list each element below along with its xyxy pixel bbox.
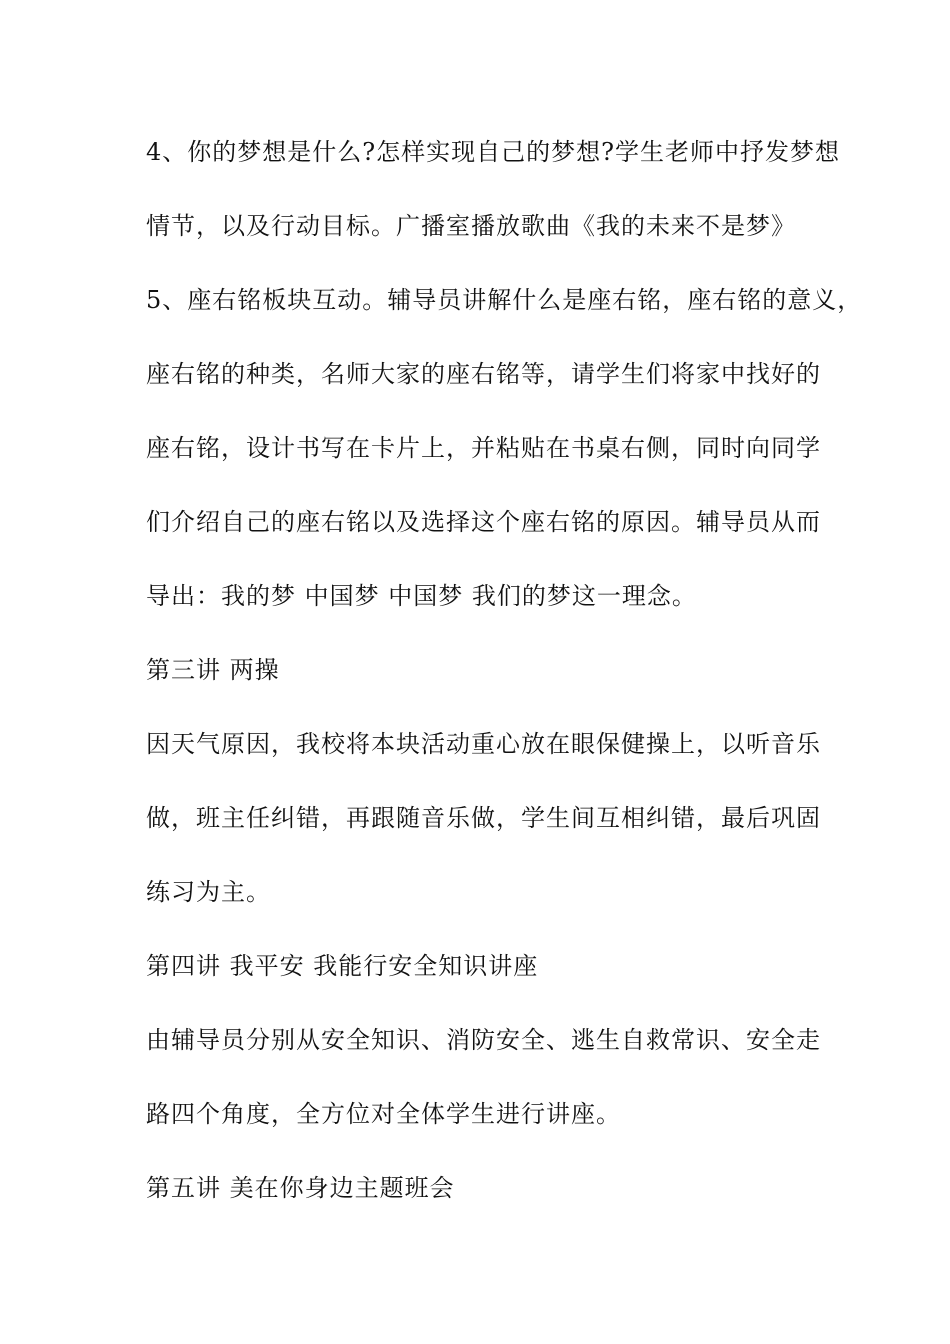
paragraph-line-lecture4-2: 路四个角度，全方位对全体学生进行讲座。 xyxy=(146,1100,621,1128)
paragraph-line-lecture4-1: 由辅导员分别从安全知识、消防安全、逃生自救常识、安全走 xyxy=(146,1026,821,1054)
paragraph-line-item4-1: 4、你的梦想是什么?怎样实现自己的梦想?学生老师中抒发梦想 xyxy=(146,138,841,166)
section-heading-lecture-4: 第四讲 我平安 我能行安全知识讲座 xyxy=(146,952,539,980)
section-heading-lecture-5: 第五讲 美在你身边主题班会 xyxy=(146,1174,455,1202)
paragraph-line-item5-1: 5、座右铭板块互动。辅导员讲解什么是座右铭，座右铭的意义， xyxy=(146,286,863,314)
paragraph-line-item5-5: 导出：我的梦 中国梦 中国梦 我们的梦这一理念。 xyxy=(146,582,697,610)
paragraph-line-lecture3-2: 做，班主任纠错，再跟随音乐做，学生间互相纠错，最后巩固 xyxy=(146,804,821,832)
paragraph-line-item5-2: 座右铭的种类，名师大家的座右铭等，请学生们将家中找好的 xyxy=(146,360,821,388)
paragraph-line-lecture3-3: 练习为主。 xyxy=(146,878,271,906)
paragraph-line-item5-3: 座右铭，设计书写在卡片上，并粘贴在书桌右侧，同时向同学 xyxy=(146,434,821,462)
paragraph-line-item4-2: 情节，以及行动目标。广播室播放歌曲《我的未来不是梦》 xyxy=(146,212,796,240)
paragraph-line-lecture3-1: 因天气原因，我校将本块活动重心放在眼保健操上，以听音乐 xyxy=(146,730,821,758)
paragraph-line-item5-4: 们介绍自己的座右铭以及选择这个座右铭的原因。辅导员从而 xyxy=(146,508,821,536)
section-heading-lecture-3: 第三讲 两操 xyxy=(146,656,280,684)
